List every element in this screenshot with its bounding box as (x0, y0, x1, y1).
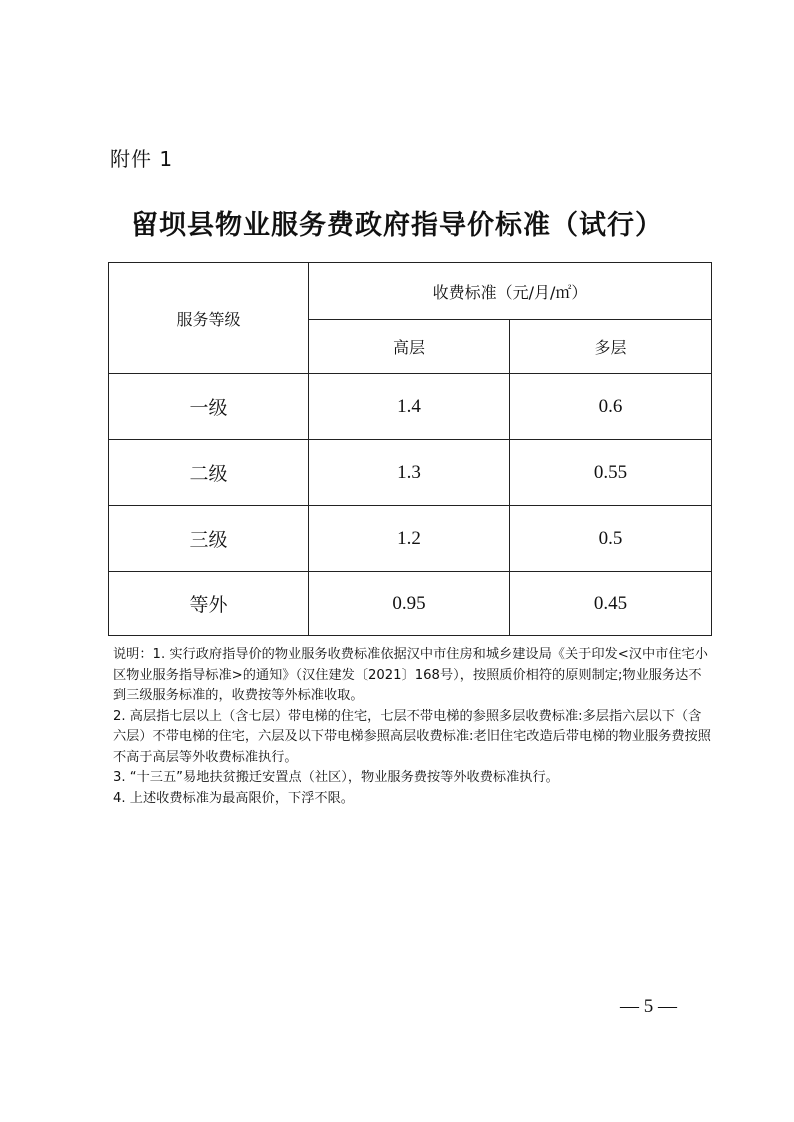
multi-story-header: 多层 (510, 320, 712, 374)
table-row (109, 506, 712, 572)
note-2: 2. 高层指七层以上（含七层）带电梯的住宅，七层不带电梯的参照多层收费标准:多层指六层以下（含六层）不带电梯的住宅，六层及以下带电梯参照高层收费标准:老旧住宅改造后带电梯的物业服务费按照不高于高层等外收费标准执行。 (113, 708, 711, 765)
table-row (109, 440, 712, 506)
document-title: 留坝县物业服务费政府指导价标准（试行） (131, 210, 663, 241)
table-header-row (109, 263, 712, 320)
note-3: 3. “十三五”易地扶贫搬迁安置点（社区），物业服务费按等外收费标准执行。 (113, 770, 559, 785)
grade-cell: 一级 (109, 374, 309, 440)
fee-standard-header: 收费标准（元/月/㎡） (309, 263, 712, 320)
multi-story-cell: 0.5 (510, 506, 712, 572)
high-rise-cell: 1.3 (309, 440, 510, 506)
multi-story-cell: 0.6 (510, 374, 712, 440)
service-level-header: 服务等级 (109, 263, 309, 374)
high-rise-cell: 1.2 (309, 506, 510, 572)
grade-cell: 等外 (109, 572, 309, 636)
fee-standard-table (108, 262, 712, 636)
attachment-label: 附件 1 (110, 147, 174, 171)
page-number: — 5 — (620, 996, 677, 1017)
table-row (109, 572, 712, 636)
notes-section (113, 645, 713, 809)
note-4: 4. 上述收费标准为最高限价，下浮不限。 (113, 790, 354, 806)
high-rise-cell: 0.95 (309, 572, 510, 636)
table-row (109, 374, 712, 440)
grade-cell: 二级 (109, 440, 309, 506)
high-rise-header: 高层 (309, 320, 510, 374)
grade-cell: 三级 (109, 506, 309, 572)
note-1: 说明：1. 实行政府指导价的物业服务收费标准依据汉中市住房和城乡建设局《关于印发<汉中市住宅小区物业服务指导标准>的通知》（汉住建发〔2021〕168号），按照质价相符的原则制定;物业服务达不到三级服务标准的，收费按等外标准收取。 (113, 647, 708, 703)
high-rise-cell: 1.4 (309, 374, 510, 440)
multi-story-cell: 0.45 (510, 572, 712, 636)
multi-story-cell: 0.55 (510, 440, 712, 506)
